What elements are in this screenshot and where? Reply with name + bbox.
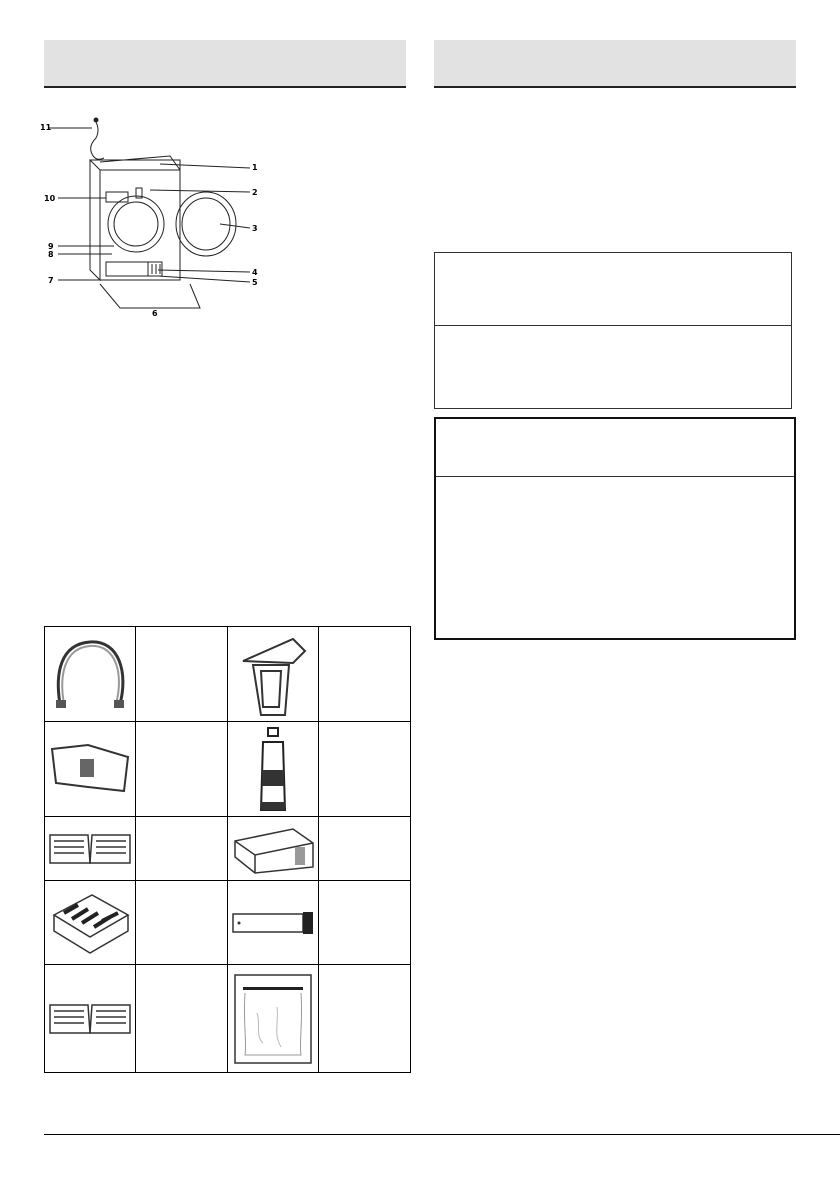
filter-sponge-icon bbox=[45, 722, 136, 817]
callout-3: 3 bbox=[252, 224, 258, 233]
callout-2: 2 bbox=[252, 188, 258, 197]
fragrance-box-icon bbox=[228, 817, 319, 881]
table-row bbox=[45, 627, 411, 722]
callout-5: 5 bbox=[252, 278, 258, 287]
accessories-table bbox=[44, 626, 411, 1073]
accessory-label bbox=[136, 627, 228, 722]
accessory-label bbox=[319, 817, 411, 881]
callout-8: 8 bbox=[48, 250, 54, 259]
callout-10: 10 bbox=[44, 194, 56, 203]
table-row bbox=[45, 881, 411, 965]
drain-hose-icon bbox=[45, 627, 136, 722]
power-cord-icon bbox=[91, 122, 104, 159]
accessory-label bbox=[136, 881, 228, 965]
manual-book-icon bbox=[45, 817, 136, 881]
manual-book-icon bbox=[45, 965, 136, 1073]
dryer-overview-diagram bbox=[40, 100, 270, 325]
accessory-label bbox=[319, 965, 411, 1073]
callout-7: 7 bbox=[48, 276, 54, 285]
fragrance-bottle-icon bbox=[228, 722, 319, 817]
callout-6: 6 bbox=[152, 309, 158, 318]
table-row bbox=[45, 965, 411, 1073]
warning-box bbox=[434, 417, 796, 640]
water-tank-handle-icon bbox=[228, 627, 319, 722]
accessory-label bbox=[319, 722, 411, 817]
callout-9: 9 bbox=[48, 242, 54, 251]
footer-rule bbox=[44, 1134, 840, 1135]
accessory-label bbox=[136, 965, 228, 1073]
accessory-label bbox=[136, 722, 228, 817]
callout-11: 11 bbox=[40, 123, 52, 132]
accessory-label bbox=[319, 881, 411, 965]
callout-4: 4 bbox=[252, 268, 258, 277]
table-row bbox=[45, 722, 411, 817]
accessory-label bbox=[136, 817, 228, 881]
accessory-label bbox=[319, 627, 411, 722]
callout-1: 1 bbox=[252, 163, 258, 172]
filter-cleaning-tool-icon bbox=[228, 881, 319, 965]
lint-bag-icon bbox=[228, 965, 319, 1073]
info-box-upper bbox=[434, 252, 792, 409]
left-section-header bbox=[44, 40, 406, 88]
drying-rack-icon bbox=[45, 881, 136, 965]
table-row bbox=[45, 817, 411, 881]
right-section-header bbox=[434, 40, 796, 88]
